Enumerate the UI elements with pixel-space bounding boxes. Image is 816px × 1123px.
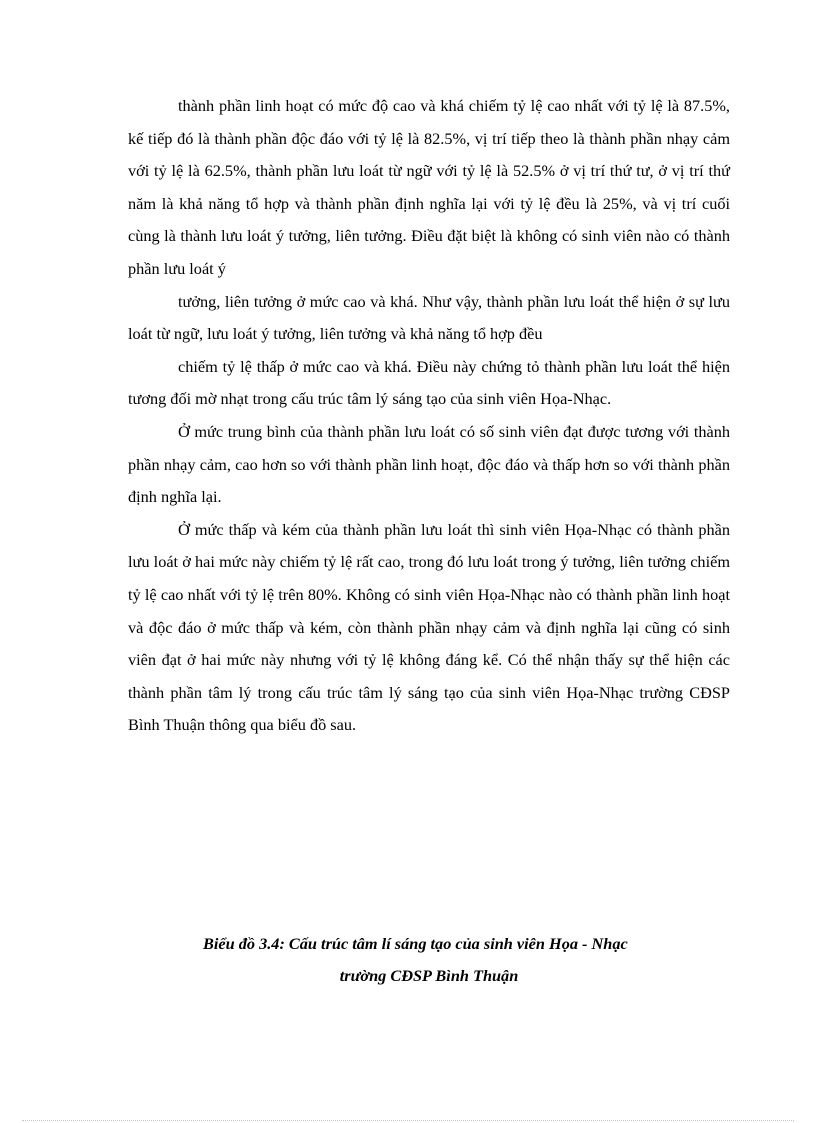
chart-caption-line-2: trường CĐSP Bình Thuận xyxy=(339,966,519,985)
body-text xyxy=(128,90,730,742)
paragraph-2: tưởng, liên tưởng ở mức cao và khá. Như vậy, thành phần lưu loát thể hiện ở sự lưu loát từ ngữ, lưu loát ý tưởng, liên tưởng và khả năng tổ hợp đều xyxy=(128,291,730,344)
chart-caption xyxy=(128,928,730,992)
chart-caption-line-1: Biểu đồ 3.4: Cấu trúc tâm lí sáng tạo của sinh viên Họa - Nhạc xyxy=(203,934,628,953)
page-bottom-divider xyxy=(22,1120,794,1121)
paragraph-5: Ở mức thấp và kém của thành phần lưu loát thì sinh viên Họa-Nhạc có thành phần lưu loát ở hai mức này chiếm tỷ lệ rất cao, trong đó lưu loát trong ý tưởng, liên tưởng chiếm tỷ lệ cao nhất với tỷ lệ trên 80%. Không có sinh viên Họa-Nhạc nào có thành phần linh hoạt và độc đáo ở mức thấp và kém, còn thành phần nhạy cảm và định nghĩa lại cũng có sinh viên đạt ở hai mức này nhưng với tỷ lệ không đáng kể. Có thể nhận thấy sự thể hiện các thành phần tâm lý trong cấu trúc tâm lý sáng tạo của sinh viên Họa-Nhạc trường CĐSP Bình Thuận thông qua biểu đồ sau. xyxy=(128,519,730,735)
paragraph-3: chiếm tỷ lệ thấp ở mức cao và khá. Điều này chứng tỏ thành phần lưu loát thể hiện tương đối mờ nhạt trong cấu trúc tâm lý sáng tạo của sinh viên Họa-Nhạc. xyxy=(128,356,730,409)
paragraph-4: Ở mức trung bình của thành phần lưu loát có số sinh viên đạt được tương với thành phần nhạy cảm, cao hơn so với thành phần linh hoạt, độc đáo và thấp hơn so với thành phần định nghĩa lại. xyxy=(128,421,730,507)
paragraph-1: thành phần linh hoạt có mức độ cao và khá chiếm tỷ lệ cao nhất với tỷ lệ là 87.5%, kế tiếp đó là thành phần độc đáo với tỷ lệ là 82.5%, vị trí tiếp theo là thành phần nhạy cảm với tỷ lệ là 62.5%, thành phần lưu loát từ ngữ với tỷ lệ là 52.5% ở vị trí thứ tư, ở vị trí thứ năm là khả năng tổ hợp và thành phần định nghĩa lại với tỷ lệ đều là 25%, và vị trí cuối cùng là thành lưu loát ý tưởng, liên tưởng. Điều đặt biệt là không có sinh viên nào có thành phần lưu loát ý xyxy=(128,96,730,278)
